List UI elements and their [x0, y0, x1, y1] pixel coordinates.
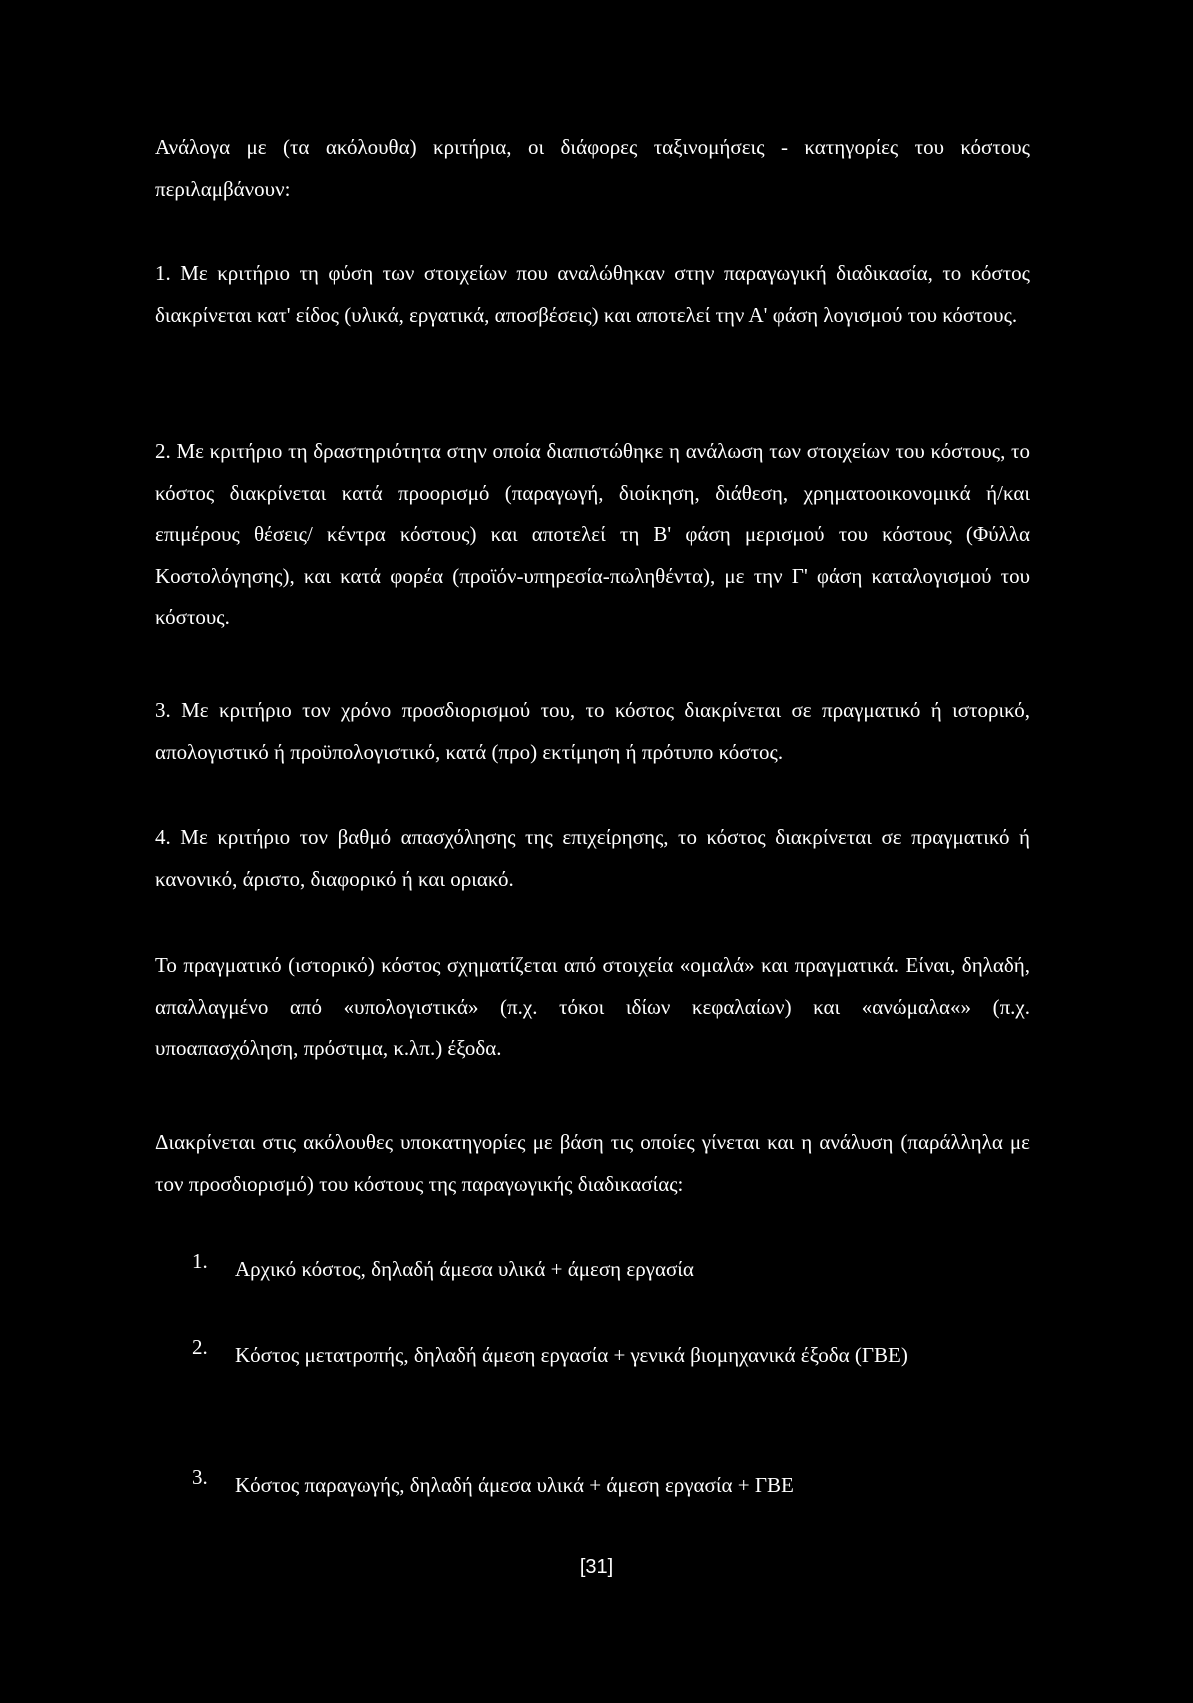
list-item-text: Κόστος μετατροπής, δηλαδή άμεση εργασία + γενικά βιομηχανικά έξοδα (ΓΒΕ) [235, 1343, 908, 1367]
list-item-number: 2. [192, 1335, 208, 1359]
criterion-2-paragraph: 2. Με κριτήριο τη δραστηριότητα στην οποία διαπιστώθηκε η ανάλωση των στοιχείων του κόστους, το κόστος διακρίνεται κατά προορισμό (παραγωγή, διοίκηση, διάθεση, χρηματοοικονομικά ή/και επιμέρους θέσεις/ κέντρα κόστους) και αποτελεί τη Β' φάση μερισμού του κόστους (Φύλλα Κοστολόγησης), και κατά φορέα (προϊόν-υπηρεσία-πωληθέντα), με την Γ' φάση καταλογισμού του κόστους. [155, 439, 1030, 629]
intro-paragraph: Ανάλογα με (τα ακόλουθα) κριτήρια, οι διάφορες ταξινομήσεις - κατηγορίες του κόστους περιλαμβάνουν: [155, 135, 1030, 201]
real-cost-paragraph: Το πραγματικό (ιστορικό) κόστος σχηματίζεται από στοιχεία «ομαλά» και πραγματικά. Είναι, δηλαδή, απαλλαγμένο από «υπολογιστικά» (π.χ. τόκοι ιδίων κεφαλαίων) και «ανώμαλα«» (π.χ. υποαπασχόληση, πρόστιμα, κ.λπ.) έξοδα. [155, 953, 1030, 1060]
criterion-1-paragraph: 1. Με κριτήριο τη φύση των στοιχείων που αναλώθηκαν στην παραγωγική διαδικασία, το κόστος διακρίνεται κατ' είδος (υλικά, εργατικά, αποσβέσεις) και αποτελεί την Α' φάση λογισμού του κόστους. [155, 261, 1030, 327]
list-item-number: 1. [192, 1249, 208, 1273]
subcategories-intro-paragraph: Διακρίνεται στις ακόλουθες υποκατηγορίες με βάση τις οποίες γίνεται και η ανάλυση (παράλληλα με τον προσδιορισμό) του κόστους της παραγωγικής διαδικασίας: [155, 1130, 1030, 1196]
criterion-3-paragraph: 3. Με κριτήριο τον χρόνο προσδιορισμού του, το κόστος διακρίνεται σε πραγματικό ή ιστορικό, απολογιστικό ή προϋπολογιστικό, κατά (προ) εκτίμηση ή πρότυπο κόστος. [155, 698, 1030, 764]
list-item-number: 3. [192, 1465, 208, 1489]
criterion-4-paragraph: 4. Με κριτήριο τον βαθμό απασχόλησης της επιχείρησης, το κόστος διακρίνεται σε πραγματικό ή κανονικό, άριστο, διαφορικό ή και οριακό. [155, 825, 1030, 891]
page-number: [31] [579, 1556, 614, 1578]
list-item-text: Αρχικό κόστος, δηλαδή άμεσα υλικά + άμεση εργασία [235, 1257, 694, 1281]
list-item-text: Κόστος παραγωγής, δηλαδή άμεσα υλικά + άμεση εργασία + ΓΒΕ [235, 1473, 794, 1497]
